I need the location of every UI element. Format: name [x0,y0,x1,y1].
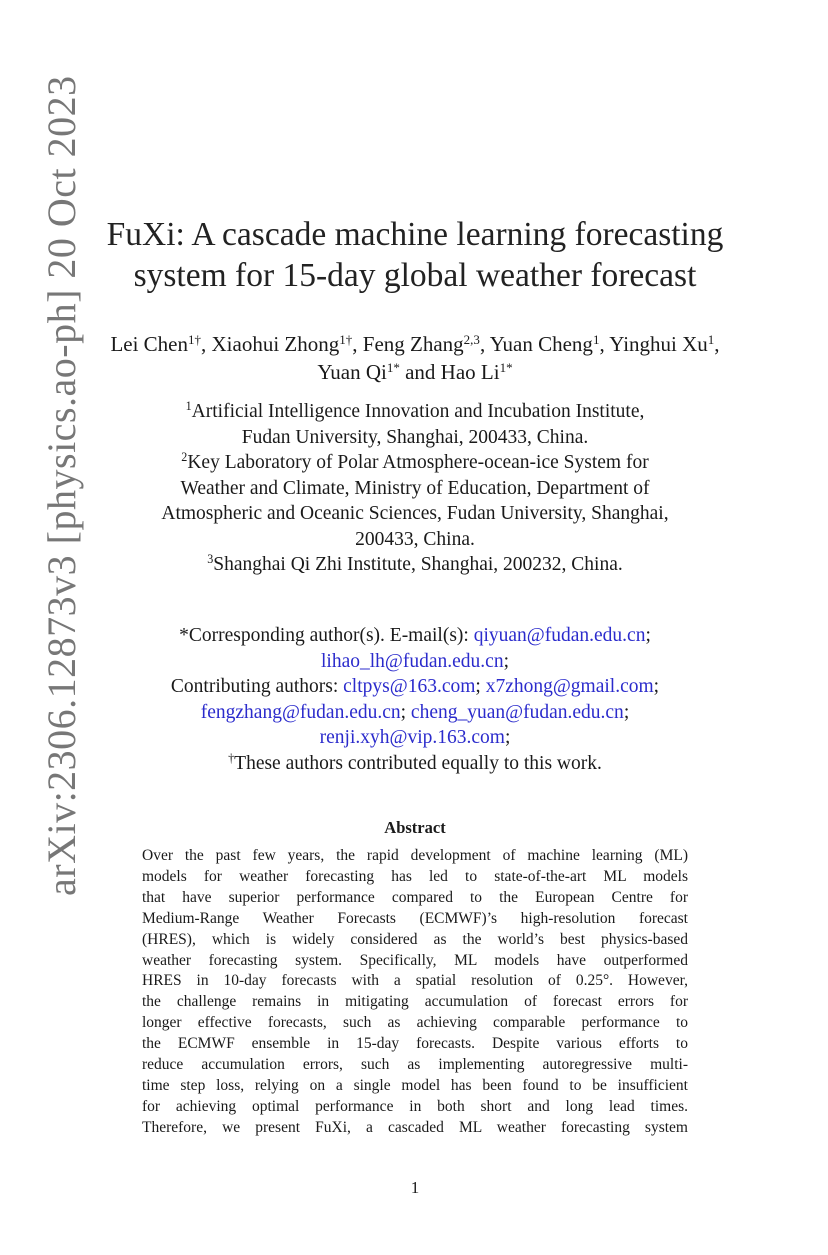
author-affil-mark: 1 [707,331,715,347]
author-name: Yinghui Xu [609,332,708,356]
affiliation-text: Atmospheric and Oceanic Sciences, Fudan University, Shanghai, [161,503,669,524]
author-name: Feng Zhang [362,332,464,356]
abstract-line: time step loss, relying on a single model has been found to be insufficient [142,1076,688,1094]
author-separator: , [479,332,490,356]
abstract-line: reduce accumulation errors, such as implementing autoregressive multi- [142,1056,688,1074]
separator: ; [504,727,511,748]
author-affil-mark: 1 [592,331,600,347]
affiliation-mark: 1 [185,399,192,414]
abstract-line: for achieving optimal performance in both short and long lead times. [142,1097,688,1115]
arxiv-identifier: arXiv:2306.12873v3 [physics.ao-ph] 20 Oct 2023 [39,75,84,896]
contact-block [80,623,750,776]
abstract-line: that have superior performance compared to the European Centre for [142,888,688,906]
separator: ; [503,650,509,672]
email-link[interactable]: fengzhang@fudan.edu.cn [200,701,401,723]
affiliation-text: Artificial Intelligence Innovation and Incubation Institute, [191,401,645,422]
affiliation-text: Fudan University, Shanghai, 200433, China. [241,426,589,448]
affiliation-mark: 3 [207,552,214,567]
separator: ; [400,701,407,723]
affiliation-1 [90,399,740,425]
author-affil-mark: 1† [188,331,202,347]
abstract-body [142,846,688,1139]
affiliation-3 [90,552,740,578]
author-name: Yuan Qi [317,360,387,384]
title-line-2: system for 15-day global weather forecast [133,257,697,294]
author-separator: , [599,332,610,356]
corresponding-label: *Corresponding author(s). E-mail(s): [179,625,474,646]
email-link[interactable]: lihao_lh@fudan.edu.cn [321,650,504,672]
author-affil-mark: 1† [339,331,353,347]
title-line-1: FuXi: A cascade machine learning forecasting [106,216,724,253]
author-name: Xiaohui Zhong [211,332,340,356]
abstract-heading: Abstract [384,818,446,837]
page-number: 1 [410,1178,420,1197]
abstract-line: models for weather forecasting has led to state-of-the-art ML models [142,867,688,885]
abstract-line: Therefore, we present FuXi, a cascaded ML weather forecasting system [142,1118,688,1136]
author-name: Lei Chen [110,332,188,356]
author-separator: , [714,332,720,356]
affiliation-text: Weather and Climate, Ministry of Education, Department of [180,477,650,499]
affiliation-text: Key Laboratory of Polar Atmosphere-ocean-ice System for [187,452,649,473]
author-affil-mark: 2,3 [463,331,480,347]
abstract-line: the challenge remains in mitigating accumulation of forecast errors for [142,993,688,1011]
abstract-line: (HRES), which is widely considered as the world’s best physics-based [142,930,688,948]
email-link[interactable]: renji.xyh@vip.163.com [319,727,505,748]
contributing-label: Contributing authors: [170,676,344,697]
separator: ; [475,676,481,697]
abstract-line: HRES in 10-day forecasts with a spatial resolution of 0.25°. However, [142,972,688,990]
author-separator: , [201,332,212,356]
affiliation-text: 200433, China. [355,528,475,550]
author-separator: and [399,360,441,384]
email-link[interactable]: cheng_yuan@fudan.edu.cn [410,701,624,723]
author-affil-mark: 1* [499,359,513,375]
abstract-line: the ECMWF ensemble in 15-day forecasts. Despite various efforts to [142,1035,688,1053]
author-name: Hao Li [440,360,500,384]
affiliation-mark: 2 [181,450,188,465]
author-list [100,330,730,386]
separator: ; [623,701,630,723]
affiliations [90,399,740,578]
equal-contribution-text: These authors contributed equally to this work. [234,752,602,774]
email-link[interactable]: x7zhong@gmail.com [485,676,654,697]
equal-contribution-note [80,751,750,777]
dagger-mark: † [228,750,235,765]
email-link[interactable]: qiyuan@fudan.edu.cn [473,625,646,646]
abstract-line: longer effective forecasts, such as achieving comparable performance to [142,1014,688,1032]
author-affil-mark: 1* [386,359,400,375]
abstract-line: Medium-Range Weather Forecasts (ECMWF)’s high-resolution forecast [142,909,688,927]
author-separator: , [352,332,363,356]
separator: ; [645,625,651,646]
email-link[interactable]: cltpys@163.com [343,676,476,697]
affiliation-text: Shanghai Qi Zhi Institute, Shanghai, 200232, China. [213,554,623,575]
abstract-line: Over the past few years, the rapid development of machine learning (ML) [142,847,688,864]
separator: ; [653,676,660,697]
paper-title [60,214,770,296]
affiliation-2 [90,450,740,476]
author-name: Yuan Cheng [489,332,593,356]
abstract-line: weather forecasting system. Specifically, ML models have outperformed [142,951,688,969]
